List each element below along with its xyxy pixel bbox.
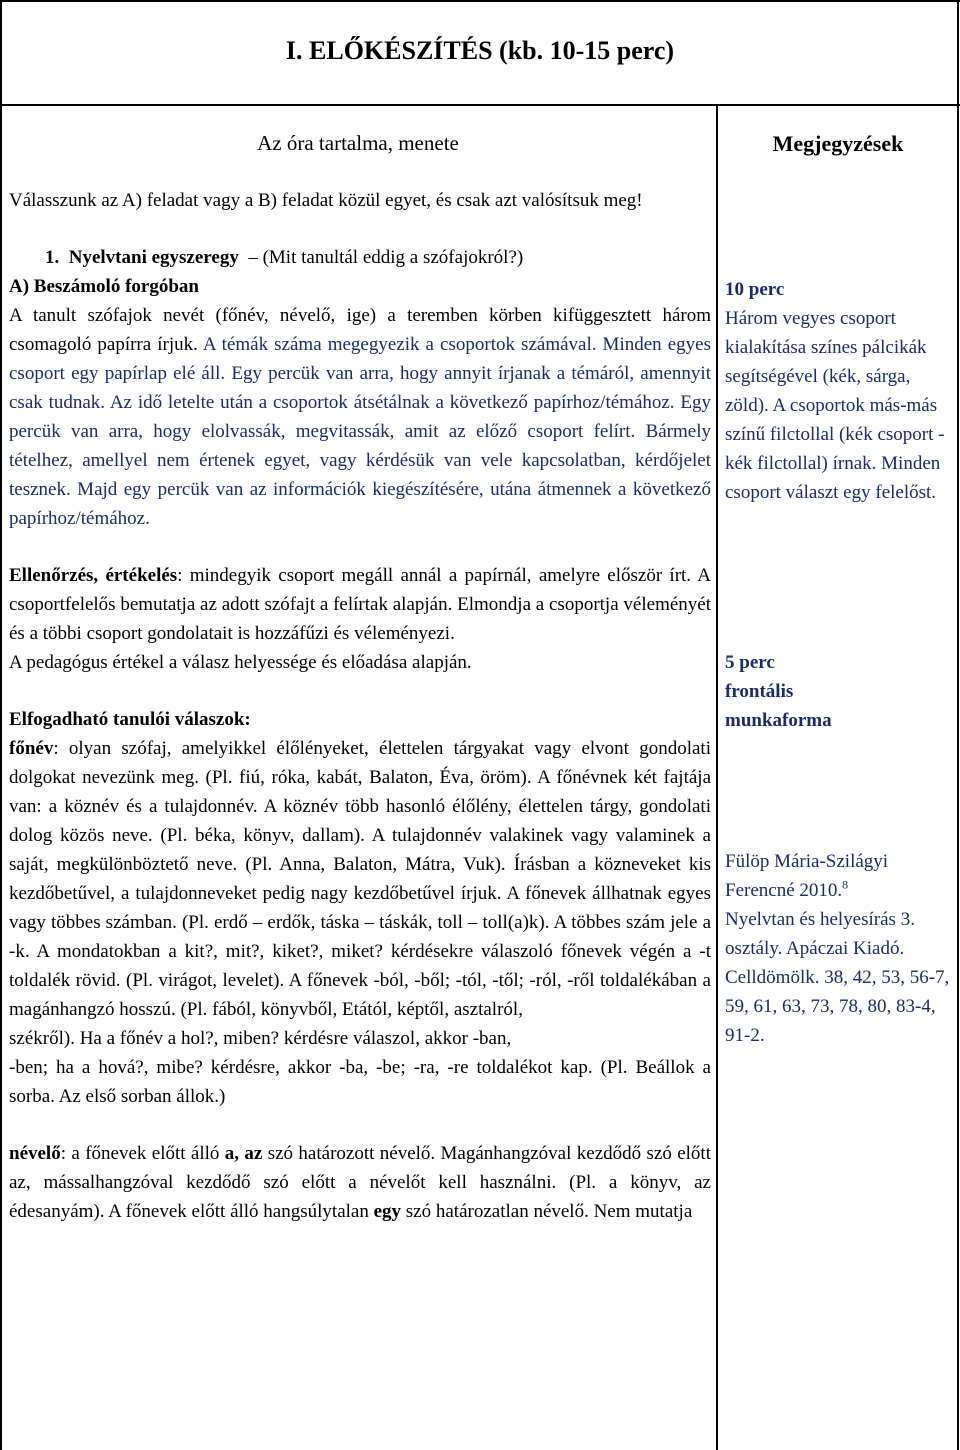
check-text-2: A csoportfelelős bemutatja az adott szófajt a felírtak alapján. Elmondja a csoportja véleményét és a többi csoport gondolatait is hozzáfűzi és véleményezi. (9, 565, 712, 644)
note-2-mode-2: munkaforma (725, 710, 832, 731)
notes-column-header: Megjegyzések (772, 131, 904, 156)
table-border-right (957, 0, 959, 1450)
check-text-1: : mindegyik csoport megáll annál a papírnál, amelyre először írt. (177, 565, 692, 586)
article-text-1: : a főnevek előtt álló (60, 1143, 225, 1164)
note-3-footnote-marker: 8 (842, 877, 849, 892)
note-3-reference: Fülöp Mária-Szilágyi Ferencné 2010. (725, 851, 889, 901)
notes-block-2 (725, 648, 951, 735)
notes-block-1 (725, 275, 951, 507)
note-1-text: Három vegyes csoport kialakítása színes pálcikák segítségével (kék, sárga, zöld). A csoportok más-más színű filctollal (kék csoport - kék filctollal) írnak. Minden csoport választ egy felelőst. (725, 308, 945, 503)
task-1-a-label: A) Beszámoló forgóban (9, 276, 199, 297)
task-1-body-1: A tanult szófajok nevét (főnév, névelő, ige) a teremben körben kifüggesztett három csomagoló papírra írjuk. (9, 305, 711, 355)
article-paragraph (9, 1139, 711, 1226)
task-1-subtitle: (Mit tanultál eddig a szófajokról?) (262, 247, 524, 268)
table-border-left (0, 0, 2, 1450)
notes-block-3 (725, 847, 951, 1050)
content-column (9, 186, 711, 1226)
noun-text-2: székről). Ha a főnév a hol?, miben? kérdésre válaszol, akkor -ban, (9, 1028, 512, 1049)
check-label: Ellenőrzés, értékelés (9, 565, 178, 586)
noun-text-3: -ben; ha a hová?, mibe? kérdésre, akkor -ba, -be; -ra, -re toldalékot kap. (Pl. Beállok a sorba. Az első sorban állok.) (9, 1057, 711, 1107)
table-border-top (0, 0, 960, 2)
section-title: I. ELŐKÉSZÍTÉS (kb. 10-15 perc) (285, 36, 675, 65)
content-column-header: Az óra tartalma, menete (257, 131, 459, 155)
noun-paragraph (9, 734, 711, 1024)
article-text-2: szó határozott névelő. Magánhangzóval kezdődő szó előtt az, mássalhangzóval kezdődő szó előtt a névelőt kell használni. (Pl. a könyv, az édesanyám). A főnevek előtt álló hangsúlytalan (9, 1143, 711, 1222)
task-1-body-2: A témák száma megegyezik a csoportok számával. Minden egyes csoport egy papírlap elé áll. Egy percük van arra, hogy annyit írjanak a témáról, amennyit csak tudnak. Az idő letelte után a csoportok átsétálnak a következő papírhoz/témához. Egy percük van arra, hogy elolvassák, megvitassák, amit az előző csoport felírt. Bármely tételhez, amellyel nem értenek egyet, vagy kérdésük van vele kapcsolatban, kérdőjelet tesznek. Majd egy percük van az információk kiegészítésére, utána átmennek a következő papírhoz/témához. (9, 334, 711, 529)
article-term: névelő (9, 1143, 61, 1164)
article-bold-2: egy (373, 1201, 402, 1222)
task-1-title: Nyelvtani egyszeregy (68, 247, 239, 268)
note-2-time: 5 perc (725, 652, 775, 673)
note-2-mode-1: frontális (725, 681, 794, 702)
answers-label: Elfogadható tanulói válaszok: (9, 709, 251, 730)
task-1-number: 1. (45, 247, 60, 268)
column-divider (716, 105, 718, 1450)
check-paragraph (9, 561, 711, 648)
task-1-heading: 1. Nyelvtani egyszeregy – (Mit tanultál eddig a szófajokról?) (45, 247, 524, 268)
article-bold-1: a, az (224, 1143, 263, 1164)
intro-text: Válasszunk az A) feladat vagy a B) feladat közül egyet, és csak azt valósítsuk meg! (9, 190, 643, 211)
note-3-text: Nyelvtan és helyesírás 3. osztály. Apáczai Kiadó. Celldömölk. 38, 42, 53, 56-7, 59, 61, 63, 73, 78, 80, 83-4, 91-2. (725, 909, 950, 1046)
noun-text-1: : olyan szófaj, amelyikkel élőlényeket, élettelen tárgyakat vagy elvont gondolati dolgokat nevezünk meg. (Pl. fiú, róka, kabát, Balaton, Éva, öröm). A főnévnek két fajtája van: a köznév és a tulajdonnév. A köznév több hasonló élőlény, élettelen tárgy, gondolati dolog közös neve. (Pl. béka, könyv, dallam). A tulajdonnév valakinek vagy valaminek a saját, megkülönböztető neve. (Pl. Anna, Balaton, Mátra, Vuk). Írásban a közneveket kis kezdőbetűvel, a tulajdonneveket pedig nagy kezdőbetűvel írjuk. A főnevek állhatnak egyes vagy többes számban. (Pl. erdő – erdők, táska – táskák, toll – toll(a)k). A többes szám jele a -k. A mondatokban a kit?, mit?, kiket?, miket? kérdésekre válaszoló főnevek végén a -t toldalék rövid. (Pl. virágot, levelet). A főnevek -ból, -ből; -tól, -től; -ról, -ről toldalékában a magánhangzó hosszú. (Pl. fából, könyvből, Etától, képtől, asztalról, (9, 738, 711, 1020)
note-1-time: 10 perc (725, 279, 785, 300)
check-text-3: A pedagógus értékel a válasz helyessége és előadása alapján. (9, 652, 472, 673)
title-divider (0, 104, 960, 106)
noun-term: főnév (9, 738, 54, 759)
article-text-3: szó határozatlan névelő. Nem mutatja (401, 1201, 693, 1222)
task-1-body (9, 301, 711, 533)
